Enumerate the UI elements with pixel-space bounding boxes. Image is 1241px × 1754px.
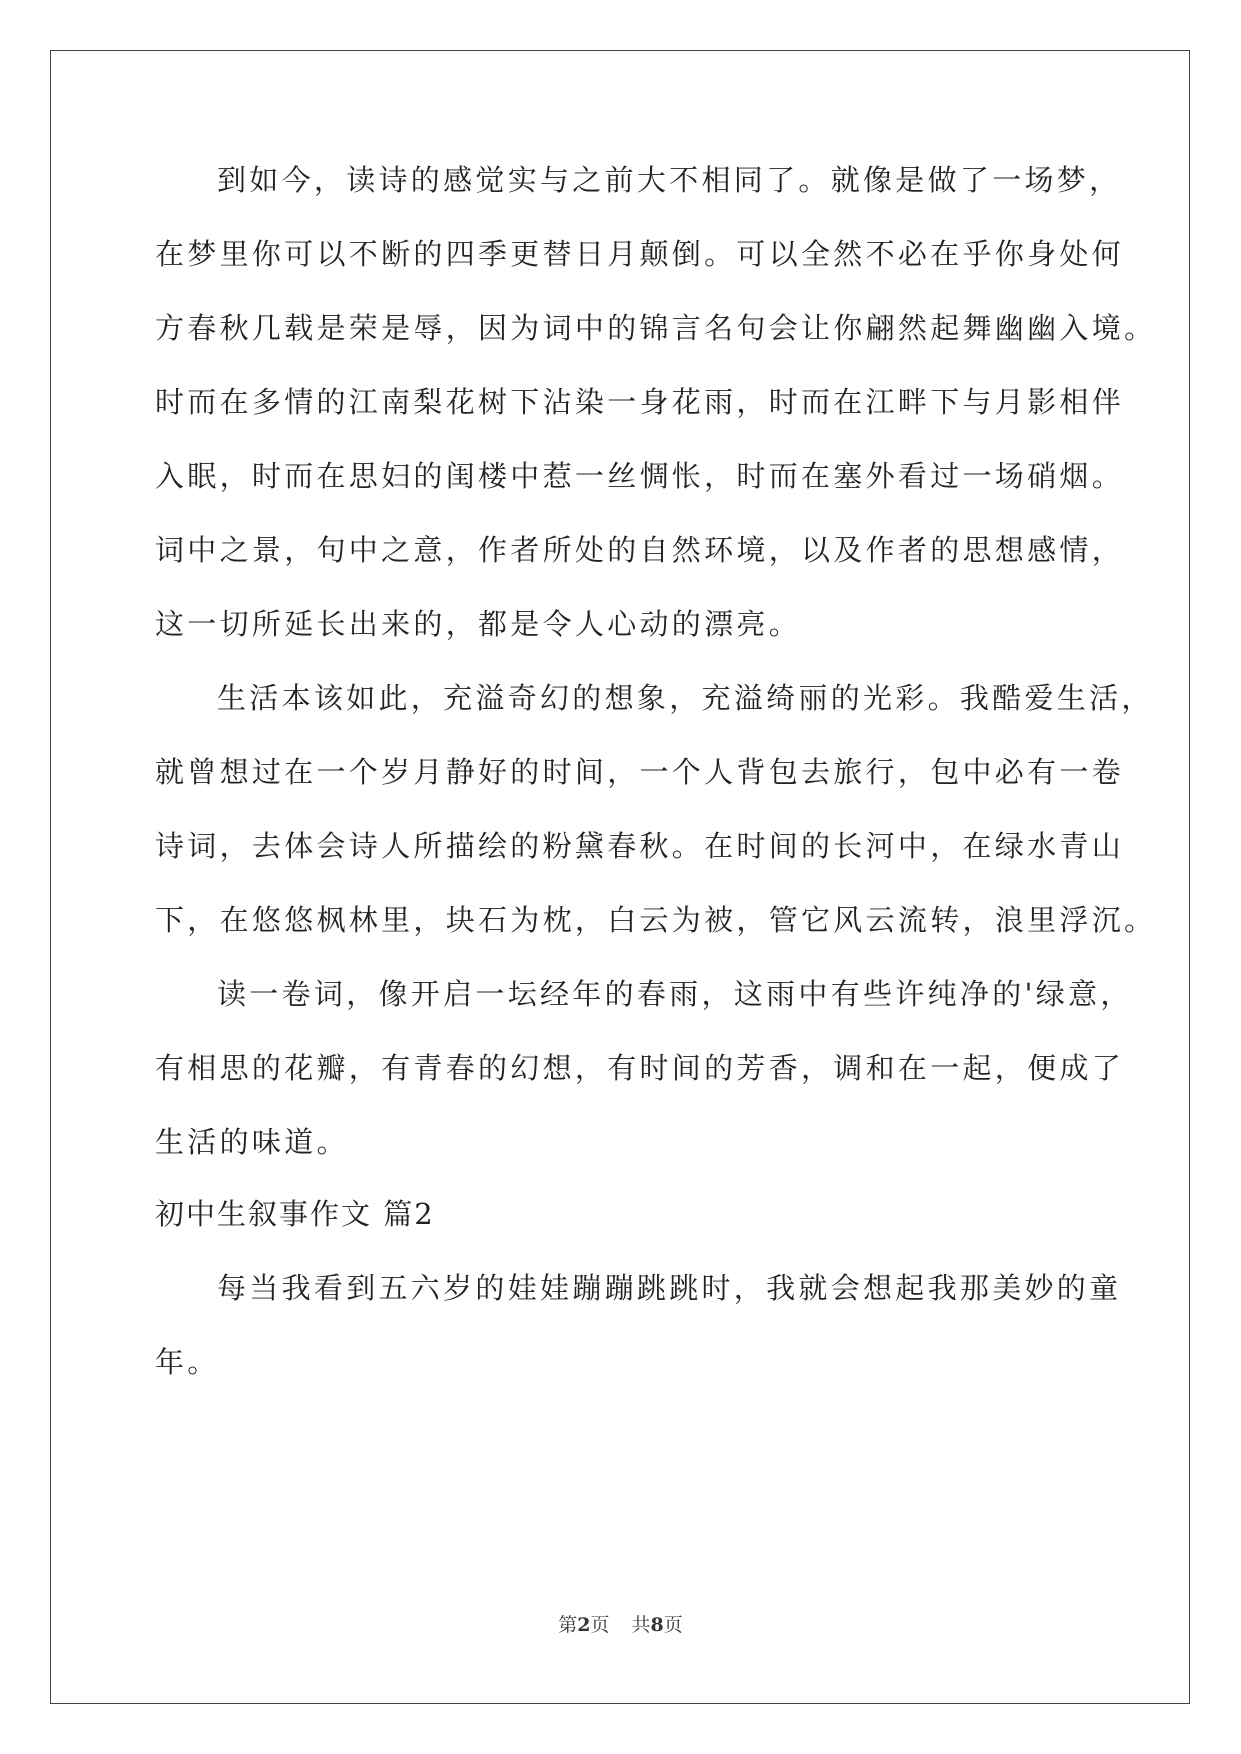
paragraph-2-line-2: 就曾想过在一个岁月静好的时间，一个人背包去旅行，包中必有一卷 [155,755,1125,789]
paragraph-2-line-3: 诗词，去体会诗人所描绘的粉黛春秋。在时间的长河中，在绿水青山 [155,829,1125,863]
paragraph-3-line-1: 读一卷词，像开启一坛经年的春雨，这雨中有些许纯净的'绿意， [217,977,1133,1011]
page-current: 2 [577,1614,591,1636]
total-suffix: 页 [663,1614,683,1636]
paragraph-1-line-6: 词中之景，句中之意，作者所处的自然环境，以及作者的思想感情， [155,533,1125,567]
paragraph-1-line-7: 这一切所延长出来的，都是令人心动的漂亮。 [155,607,802,641]
page-prefix: 第 [558,1614,578,1636]
paragraph-2-line-1: 生活本该如此，充溢奇幻的想象，充溢绮丽的光彩。我酷爱生活， [217,681,1154,715]
section-paragraph-line-1: 每当我看到五六岁的娃娃蹦蹦跳跳时，我就会想起我那美妙的童 [217,1271,1122,1305]
page-border [50,50,1190,1704]
paragraph-1-line-4: 时而在多情的江南梨花树下沾染一身花雨，时而在江畔下与月影相伴 [155,385,1125,419]
paragraph-2-line-4: 下，在悠悠枫林里，块石为枕，白云为被，管它风云流转，浪里浮沉。 [155,903,1157,937]
paragraph-1-line-1: 到如今，读诗的感觉实与之前大不相同了。就像是做了一场梦， [217,163,1122,197]
paragraph-1-line-3: 方春秋几载是荣是辱，因为词中的锦言名句会让你翩然起舞幽幽入境。 [155,311,1157,345]
page-total: 8 [650,1614,664,1636]
page-suffix: 页 [590,1614,610,1636]
paragraph-1-line-5: 入眠，时而在思妇的闺楼中惹一丝惆怅，时而在塞外看过一场硝烟。 [155,459,1125,493]
paragraph-3-line-3: 生活的味道。 [155,1125,349,1159]
paragraph-3-line-2: 有相思的花瓣，有青春的幻想，有时间的芳香，调和在一起，便成了 [155,1051,1125,1085]
total-prefix: 共 [631,1614,651,1636]
paragraph-1-line-2: 在梦里你可以不断的四季更替日月颠倒。可以全然不必在乎你身处何 [155,237,1125,271]
section-heading: 初中生叙事作文 篇2 [155,1197,435,1231]
page-footer [0,1613,1241,1637]
section-paragraph-line-2: 年。 [155,1345,220,1379]
